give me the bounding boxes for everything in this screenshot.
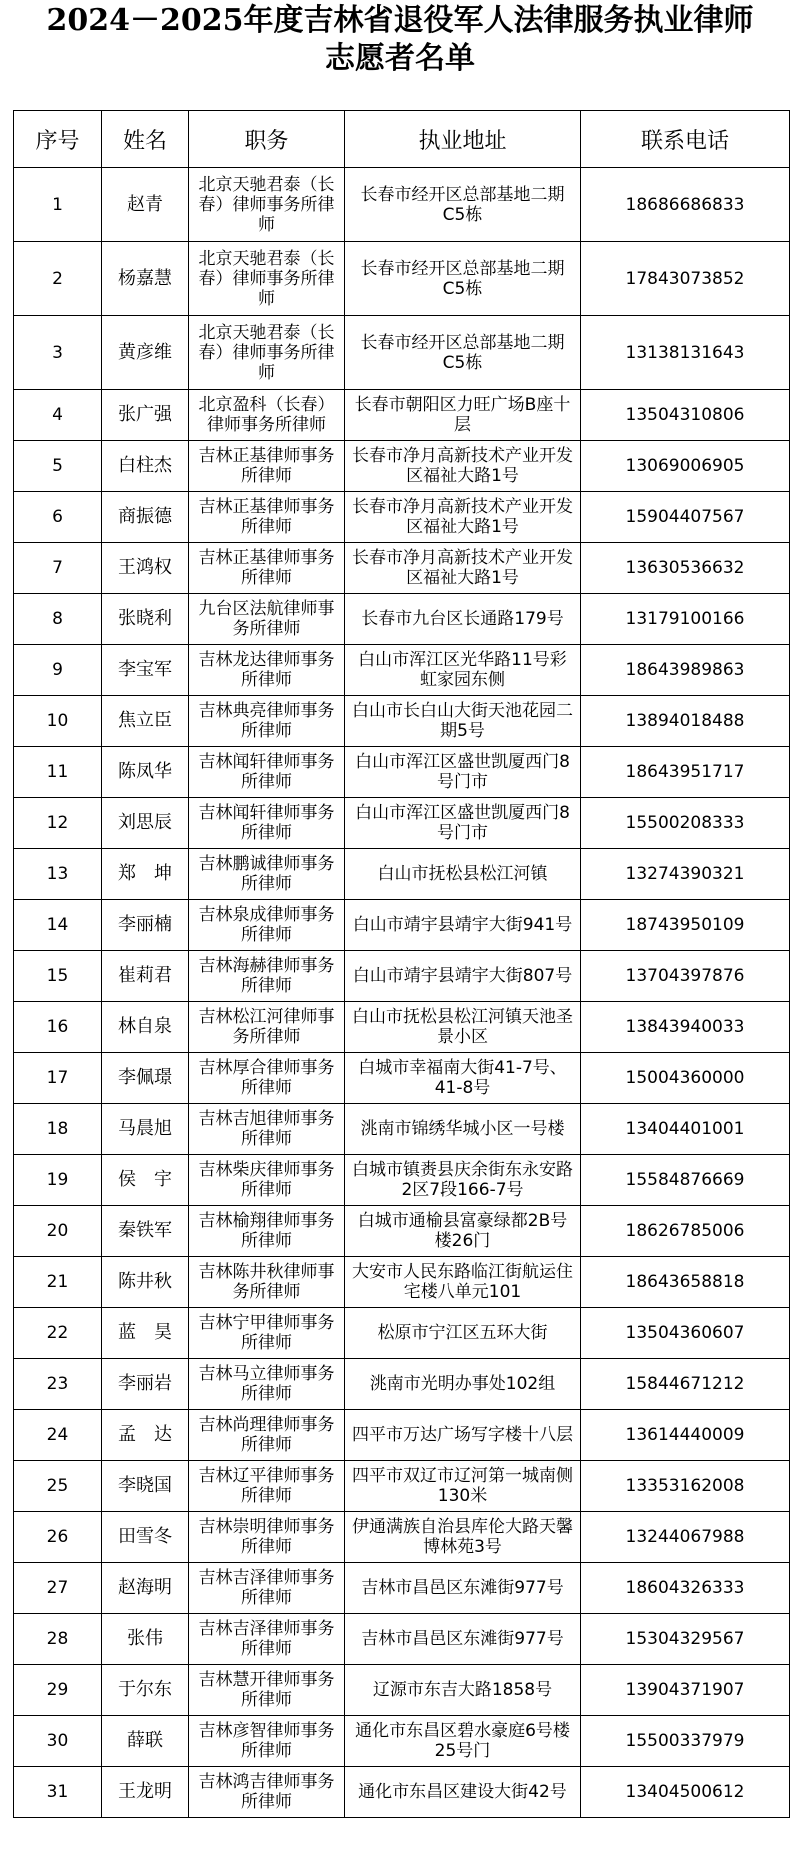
row-role: 吉林典亮律师事务所律师 [189, 696, 345, 747]
row-role: 北京天驰君泰（长春）律师事务所律师 [189, 316, 345, 390]
row-role: 吉林尚理律师事务所律师 [189, 1410, 345, 1461]
row-name: 崔莉君 [102, 951, 189, 1002]
row-address: 白山市靖宇县靖宇大街807号 [345, 951, 581, 1002]
row-number: 27 [14, 1563, 102, 1614]
table-row [14, 543, 790, 594]
table-row [14, 849, 790, 900]
row-role: 吉林辽平律师事务所律师 [189, 1461, 345, 1512]
row-role: 北京天驰君泰（长春）律师事务所律师 [189, 168, 345, 242]
row-role: 吉林鹏诚律师事务所律师 [189, 849, 345, 900]
row-role: 吉林泉成律师事务所律师 [189, 900, 345, 951]
row-phone: 13404500612 [581, 1767, 790, 1818]
row-name: 张广强 [102, 390, 189, 441]
row-phone: 17843073852 [581, 242, 790, 316]
row-role: 吉林榆翔律师事务所律师 [189, 1206, 345, 1257]
row-phone: 18743950109 [581, 900, 790, 951]
row-number: 13 [14, 849, 102, 900]
row-number: 6 [14, 492, 102, 543]
header-no: 序号 [14, 111, 102, 168]
table-row [14, 1002, 790, 1053]
row-role: 吉林鸿吉律师事务所律师 [189, 1767, 345, 1818]
page-title [0, 2, 800, 78]
row-number: 20 [14, 1206, 102, 1257]
row-phone: 13504310806 [581, 390, 790, 441]
row-number: 15 [14, 951, 102, 1002]
row-role: 吉林宁甲律师事务所律师 [189, 1308, 345, 1359]
row-number: 29 [14, 1665, 102, 1716]
row-phone: 13614440009 [581, 1410, 790, 1461]
row-number: 17 [14, 1053, 102, 1104]
row-address: 辽源市东吉大路1858号 [345, 1665, 581, 1716]
header-address: 执业地址 [345, 111, 581, 168]
row-number: 24 [14, 1410, 102, 1461]
row-address: 白山市抚松县松江河镇天池圣景小区 [345, 1002, 581, 1053]
row-name: 于尔东 [102, 1665, 189, 1716]
header-phone: 联系电话 [581, 111, 790, 168]
row-name: 李佩璟 [102, 1053, 189, 1104]
row-name: 陈井秋 [102, 1257, 189, 1308]
row-name: 薛联 [102, 1716, 189, 1767]
row-address: 长春市净月高新技术产业开发区福祉大路1号 [345, 492, 581, 543]
row-name: 刘思辰 [102, 798, 189, 849]
row-phone: 13179100166 [581, 594, 790, 645]
row-address: 长春市朝阳区力旺广场B座十层 [345, 390, 581, 441]
row-phone: 13274390321 [581, 849, 790, 900]
table-row [14, 492, 790, 543]
table-row [14, 1563, 790, 1614]
row-role: 吉林柴庆律师事务所律师 [189, 1155, 345, 1206]
row-number: 14 [14, 900, 102, 951]
row-role: 吉林吉泽律师事务所律师 [189, 1614, 345, 1665]
row-phone: 18626785006 [581, 1206, 790, 1257]
row-address: 长春市经开区总部基地二期C5栋 [345, 316, 581, 390]
volunteer-table [13, 110, 790, 1818]
row-number: 10 [14, 696, 102, 747]
row-name: 田雪冬 [102, 1512, 189, 1563]
table-row [14, 316, 790, 390]
row-name: 孟 达 [102, 1410, 189, 1461]
row-number: 25 [14, 1461, 102, 1512]
header-name: 姓名 [102, 111, 189, 168]
table-row [14, 1359, 790, 1410]
row-name: 白柱杰 [102, 441, 189, 492]
row-address: 长春市经开区总部基地二期C5栋 [345, 168, 581, 242]
row-number: 22 [14, 1308, 102, 1359]
row-role: 吉林松江河律师事务所律师 [189, 1002, 345, 1053]
row-role: 吉林正基律师事务所律师 [189, 441, 345, 492]
table-row [14, 645, 790, 696]
row-number: 2 [14, 242, 102, 316]
row-phone: 18643951717 [581, 747, 790, 798]
row-name: 陈凤华 [102, 747, 189, 798]
table-row [14, 390, 790, 441]
table-row [14, 900, 790, 951]
table-row [14, 1716, 790, 1767]
row-name: 王龙明 [102, 1767, 189, 1818]
row-phone: 18604326333 [581, 1563, 790, 1614]
row-address: 通化市东昌区碧水豪庭6号楼25号门 [345, 1716, 581, 1767]
row-role: 吉林陈井秋律师事务所律师 [189, 1257, 345, 1308]
row-number: 12 [14, 798, 102, 849]
table-row [14, 1206, 790, 1257]
row-phone: 13904371907 [581, 1665, 790, 1716]
row-number: 26 [14, 1512, 102, 1563]
row-name: 李丽楠 [102, 900, 189, 951]
table-row [14, 951, 790, 1002]
row-name: 张晓利 [102, 594, 189, 645]
row-phone: 13843940033 [581, 1002, 790, 1053]
row-address: 白山市抚松县松江河镇 [345, 849, 581, 900]
row-number: 3 [14, 316, 102, 390]
row-address: 长春市经开区总部基地二期C5栋 [345, 242, 581, 316]
row-address: 长春市九台区长通路179号 [345, 594, 581, 645]
row-name: 王鸿权 [102, 543, 189, 594]
table-row [14, 747, 790, 798]
row-number: 8 [14, 594, 102, 645]
table-row [14, 798, 790, 849]
row-address: 通化市东昌区建设大街42号 [345, 1767, 581, 1818]
row-number: 23 [14, 1359, 102, 1410]
row-role: 吉林崇明律师事务所律师 [189, 1512, 345, 1563]
row-role: 吉林正基律师事务所律师 [189, 492, 345, 543]
title-line-2: 志愿者名单 [325, 41, 475, 76]
row-phone: 13069006905 [581, 441, 790, 492]
row-address: 白城市幸福南大街41-7号、41-8号 [345, 1053, 581, 1104]
row-phone: 13504360607 [581, 1308, 790, 1359]
row-phone: 13404401001 [581, 1104, 790, 1155]
row-address: 吉林市昌邑区东滩街977号 [345, 1563, 581, 1614]
row-phone: 15304329567 [581, 1614, 790, 1665]
row-phone: 13704397876 [581, 951, 790, 1002]
row-address: 白城市镇赉县庆余街东永安路2区7段166-7号 [345, 1155, 581, 1206]
row-role: 北京盈科（长春）律师事务所律师 [189, 390, 345, 441]
table-row [14, 441, 790, 492]
row-name: 蓝 昊 [102, 1308, 189, 1359]
title-line-1: 2024－2025年度吉林省退役军人法律服务执业律师 [46, 3, 754, 38]
row-name: 秦铁军 [102, 1206, 189, 1257]
row-number: 5 [14, 441, 102, 492]
row-role: 北京天驰君泰（长春）律师事务所律师 [189, 242, 345, 316]
row-number: 11 [14, 747, 102, 798]
row-name: 赵青 [102, 168, 189, 242]
row-role: 吉林马立律师事务所律师 [189, 1359, 345, 1410]
row-address: 四平市双辽市辽河第一城南侧130米 [345, 1461, 581, 1512]
row-number: 16 [14, 1002, 102, 1053]
row-address: 白山市浑江区盛世凯厦西门8号门市 [345, 798, 581, 849]
table-row [14, 1665, 790, 1716]
row-name: 商振德 [102, 492, 189, 543]
row-role: 吉林慧开律师事务所律师 [189, 1665, 345, 1716]
row-number: 18 [14, 1104, 102, 1155]
row-phone: 15584876669 [581, 1155, 790, 1206]
row-address: 松原市宁江区五环大街 [345, 1308, 581, 1359]
row-name: 张伟 [102, 1614, 189, 1665]
row-number: 30 [14, 1716, 102, 1767]
row-address: 洮南市锦绣华城小区一号楼 [345, 1104, 581, 1155]
row-name: 李丽岩 [102, 1359, 189, 1410]
row-role: 吉林正基律师事务所律师 [189, 543, 345, 594]
row-address: 白山市浑江区光华路11号彩虹家园东侧 [345, 645, 581, 696]
row-number: 1 [14, 168, 102, 242]
row-number: 9 [14, 645, 102, 696]
table-body [14, 168, 790, 1818]
row-role: 吉林吉泽律师事务所律师 [189, 1563, 345, 1614]
row-role: 吉林龙达律师事务所律师 [189, 645, 345, 696]
row-name: 马晨旭 [102, 1104, 189, 1155]
row-address: 伊通满族自治县库伦大路天馨博林苑3号 [345, 1512, 581, 1563]
row-address: 长春市净月高新技术产业开发区福祉大路1号 [345, 441, 581, 492]
row-address: 白山市靖宇县靖宇大街941号 [345, 900, 581, 951]
table-row [14, 1053, 790, 1104]
row-number: 19 [14, 1155, 102, 1206]
table-row [14, 242, 790, 316]
header-role: 职务 [189, 111, 345, 168]
row-phone: 18686686833 [581, 168, 790, 242]
row-address: 吉林市昌邑区东滩街977号 [345, 1614, 581, 1665]
row-name: 李晓国 [102, 1461, 189, 1512]
row-address: 长春市净月高新技术产业开发区福祉大路1号 [345, 543, 581, 594]
row-role: 吉林厚合律师事务所律师 [189, 1053, 345, 1104]
row-phone: 15500208333 [581, 798, 790, 849]
row-phone: 15004360000 [581, 1053, 790, 1104]
row-name: 李宝军 [102, 645, 189, 696]
row-role: 吉林彦智律师事务所律师 [189, 1716, 345, 1767]
table-row [14, 1512, 790, 1563]
table-row [14, 1767, 790, 1818]
row-name: 林自泉 [102, 1002, 189, 1053]
row-name: 赵海明 [102, 1563, 189, 1614]
row-phone: 18643658818 [581, 1257, 790, 1308]
row-phone: 13353162008 [581, 1461, 790, 1512]
header-row [14, 111, 790, 168]
table-row [14, 1308, 790, 1359]
row-number: 31 [14, 1767, 102, 1818]
row-phone: 13244067988 [581, 1512, 790, 1563]
table-row [14, 1461, 790, 1512]
row-phone: 18643989863 [581, 645, 790, 696]
table-header [14, 111, 790, 168]
table-row [14, 1410, 790, 1461]
row-name: 杨嘉慧 [102, 242, 189, 316]
table-row [14, 1104, 790, 1155]
row-phone: 13630536632 [581, 543, 790, 594]
row-role: 吉林闻轩律师事务所律师 [189, 798, 345, 849]
row-phone: 15844671212 [581, 1359, 790, 1410]
row-name: 郑 坤 [102, 849, 189, 900]
table-row [14, 1614, 790, 1665]
row-phone: 15904407567 [581, 492, 790, 543]
row-phone: 15500337979 [581, 1716, 790, 1767]
row-role: 九台区法航律师事务所律师 [189, 594, 345, 645]
row-role: 吉林海赫律师事务所律师 [189, 951, 345, 1002]
table-row [14, 594, 790, 645]
table-row [14, 168, 790, 242]
row-phone: 13894018488 [581, 696, 790, 747]
row-number: 4 [14, 390, 102, 441]
row-address: 洮南市光明办事处102组 [345, 1359, 581, 1410]
row-number: 7 [14, 543, 102, 594]
row-address: 大安市人民东路临江街航运住宅楼八单元101 [345, 1257, 581, 1308]
row-address: 四平市万达广场写字楼十八层 [345, 1410, 581, 1461]
table-row [14, 696, 790, 747]
row-role: 吉林闻轩律师事务所律师 [189, 747, 345, 798]
row-role: 吉林吉旭律师事务所律师 [189, 1104, 345, 1155]
table-row [14, 1257, 790, 1308]
row-address: 白山市浑江区盛世凯厦西门8号门市 [345, 747, 581, 798]
row-phone: 13138131643 [581, 316, 790, 390]
row-name: 黄彦维 [102, 316, 189, 390]
row-address: 白城市通榆县富豪绿都2B号楼26门 [345, 1206, 581, 1257]
row-name: 侯 宇 [102, 1155, 189, 1206]
row-address: 白山市长白山大街天池花园二期5号 [345, 696, 581, 747]
table-row [14, 1155, 790, 1206]
row-number: 21 [14, 1257, 102, 1308]
row-name: 焦立臣 [102, 696, 189, 747]
row-number: 28 [14, 1614, 102, 1665]
